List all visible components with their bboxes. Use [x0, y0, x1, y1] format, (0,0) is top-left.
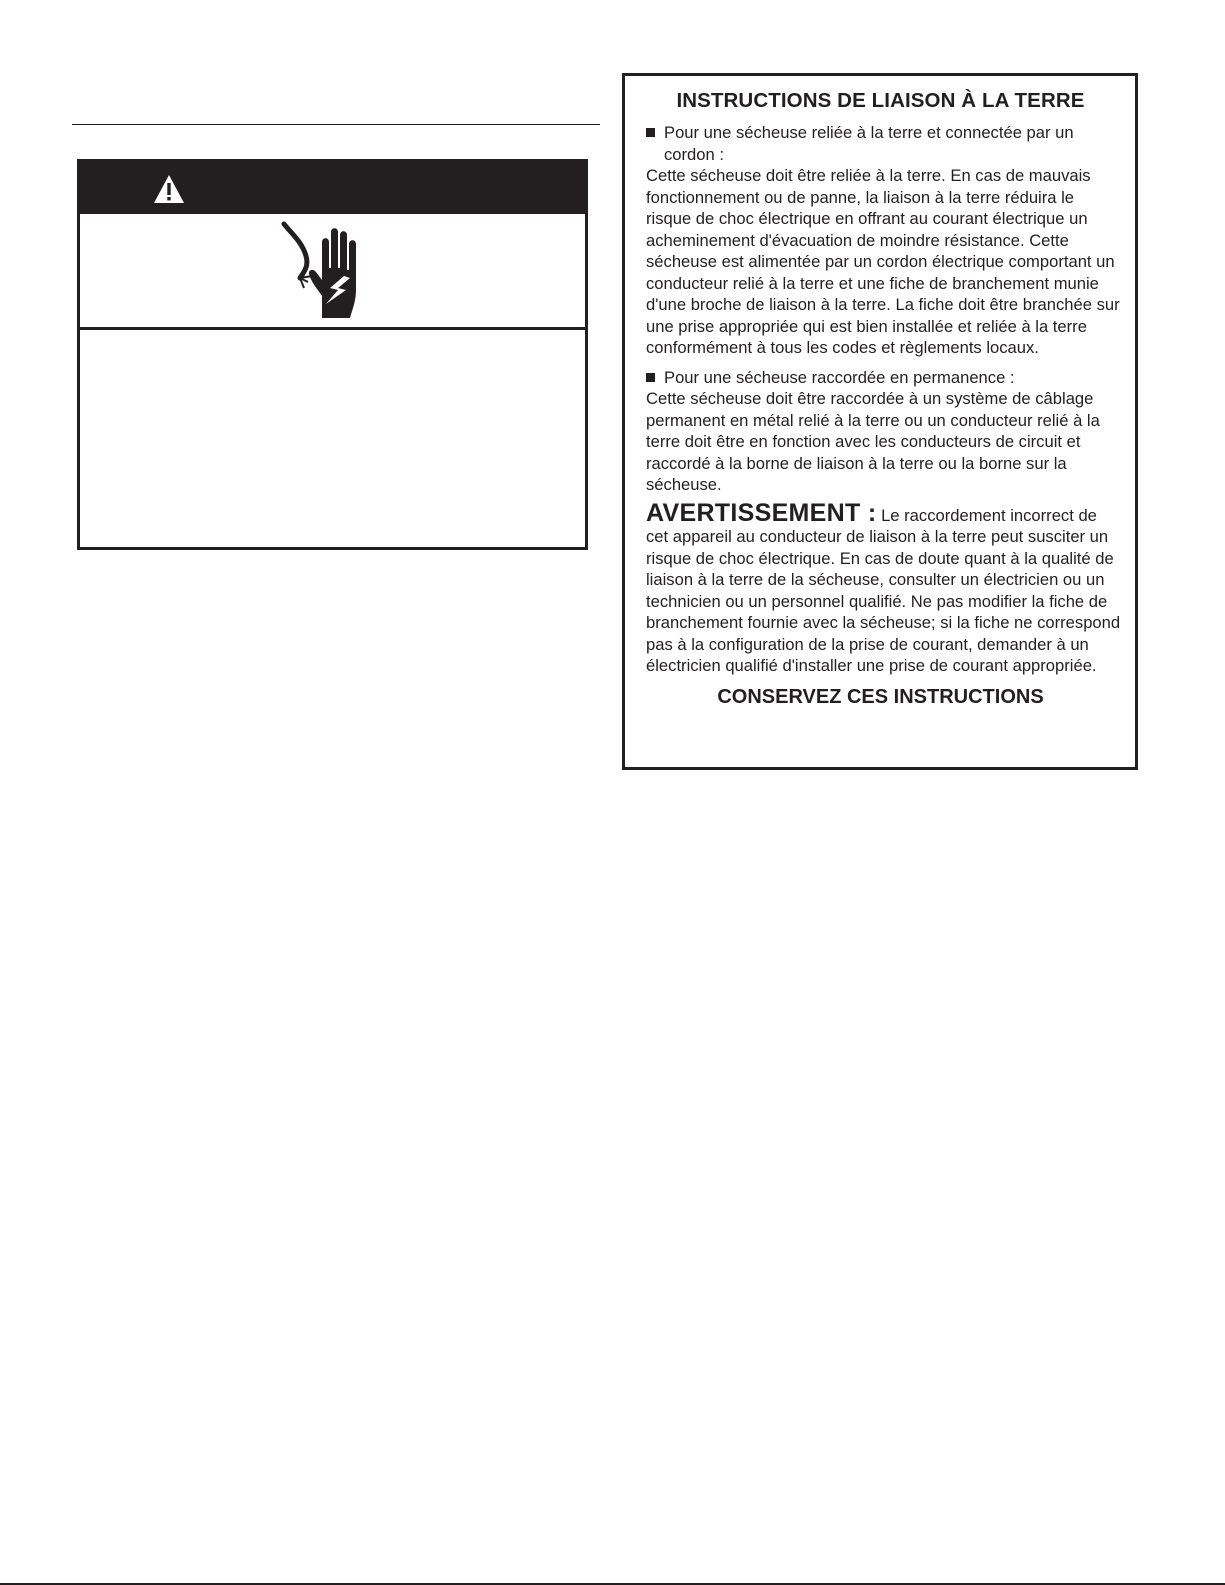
grounding-warning-label: AVERTISSEMENT : — [646, 498, 877, 527]
permanent-heading: Pour une sécheuse raccordée en permanence : — [664, 367, 1015, 387]
cord-connected-heading: Pour une sécheuse reliée à la terre et connectée par un cordon : — [664, 123, 1074, 164]
cord-connected-text: Cette sécheuse doit être reliée à la terre. En cas de mauvais fonctionnement ou de panne, la liaison à la terre réduira le risque de choc électrique en offrant au courant électrique un acheminement d'évacuation de moindre résistance. Cette sécheuse est alimentée par un cordon électrique comportant un conducteur relié à la terre et une fiche de branchement munie d'une broche de liaison à la terre. La fiche doit être branchée sur une prise appropriée qui est bien installée et reliée à la terre conformément à tous les codes et règlements locaux. — [646, 166, 1120, 357]
electrical-shock-warning-box — [77, 159, 588, 550]
grounding-title: INSTRUCTIONS DE LIAISON À LA TERRE — [676, 89, 1085, 112]
alert-triangle-icon — [153, 174, 185, 204]
grounding-warning-text: Le raccordement incorrect de cet appareil au conducteur de liaison à la terre peut susciter un risque de choc électrique. En cas de doute quant à la qualité de liaison à la terre de la sécheuse, consulter un électricien ou un technicien ou un personnel qualifié. Ne pas modifier la fiche de branchement fournie avec la sécheuse; si la fiche ne correspond pas à la configuration de la prise de courant, demander à un électricien qualifié d'installer une prise de courant appropriée. — [646, 505, 1121, 675]
save-instructions-footer: CONSERVEZ CES INSTRUCTIONS — [717, 685, 1044, 708]
cord-connected-bullet — [646, 122, 1121, 165]
bullet-square-icon — [646, 128, 655, 137]
warning-body — [80, 330, 585, 547]
permanent-text: Cette sécheuse doit être raccordée à un système de câblage permanent en métal relié à la terre ou un conducteur relié à la terre doit être en fonction avec les conducteurs de circuit et raccordé à la borne de liaison à la terre ou la borne sur la sécheuse. — [646, 389, 1100, 494]
bullet-square-icon — [646, 373, 655, 382]
warning-header-bar — [80, 162, 585, 214]
section-divider — [72, 124, 600, 125]
grounding-instructions-box — [622, 73, 1138, 770]
grounding-warning — [646, 498, 1121, 677]
electrical-shock-hand-icon — [278, 220, 370, 320]
warning-symbol-row — [80, 214, 585, 330]
permanent-bullet — [646, 367, 1121, 389]
